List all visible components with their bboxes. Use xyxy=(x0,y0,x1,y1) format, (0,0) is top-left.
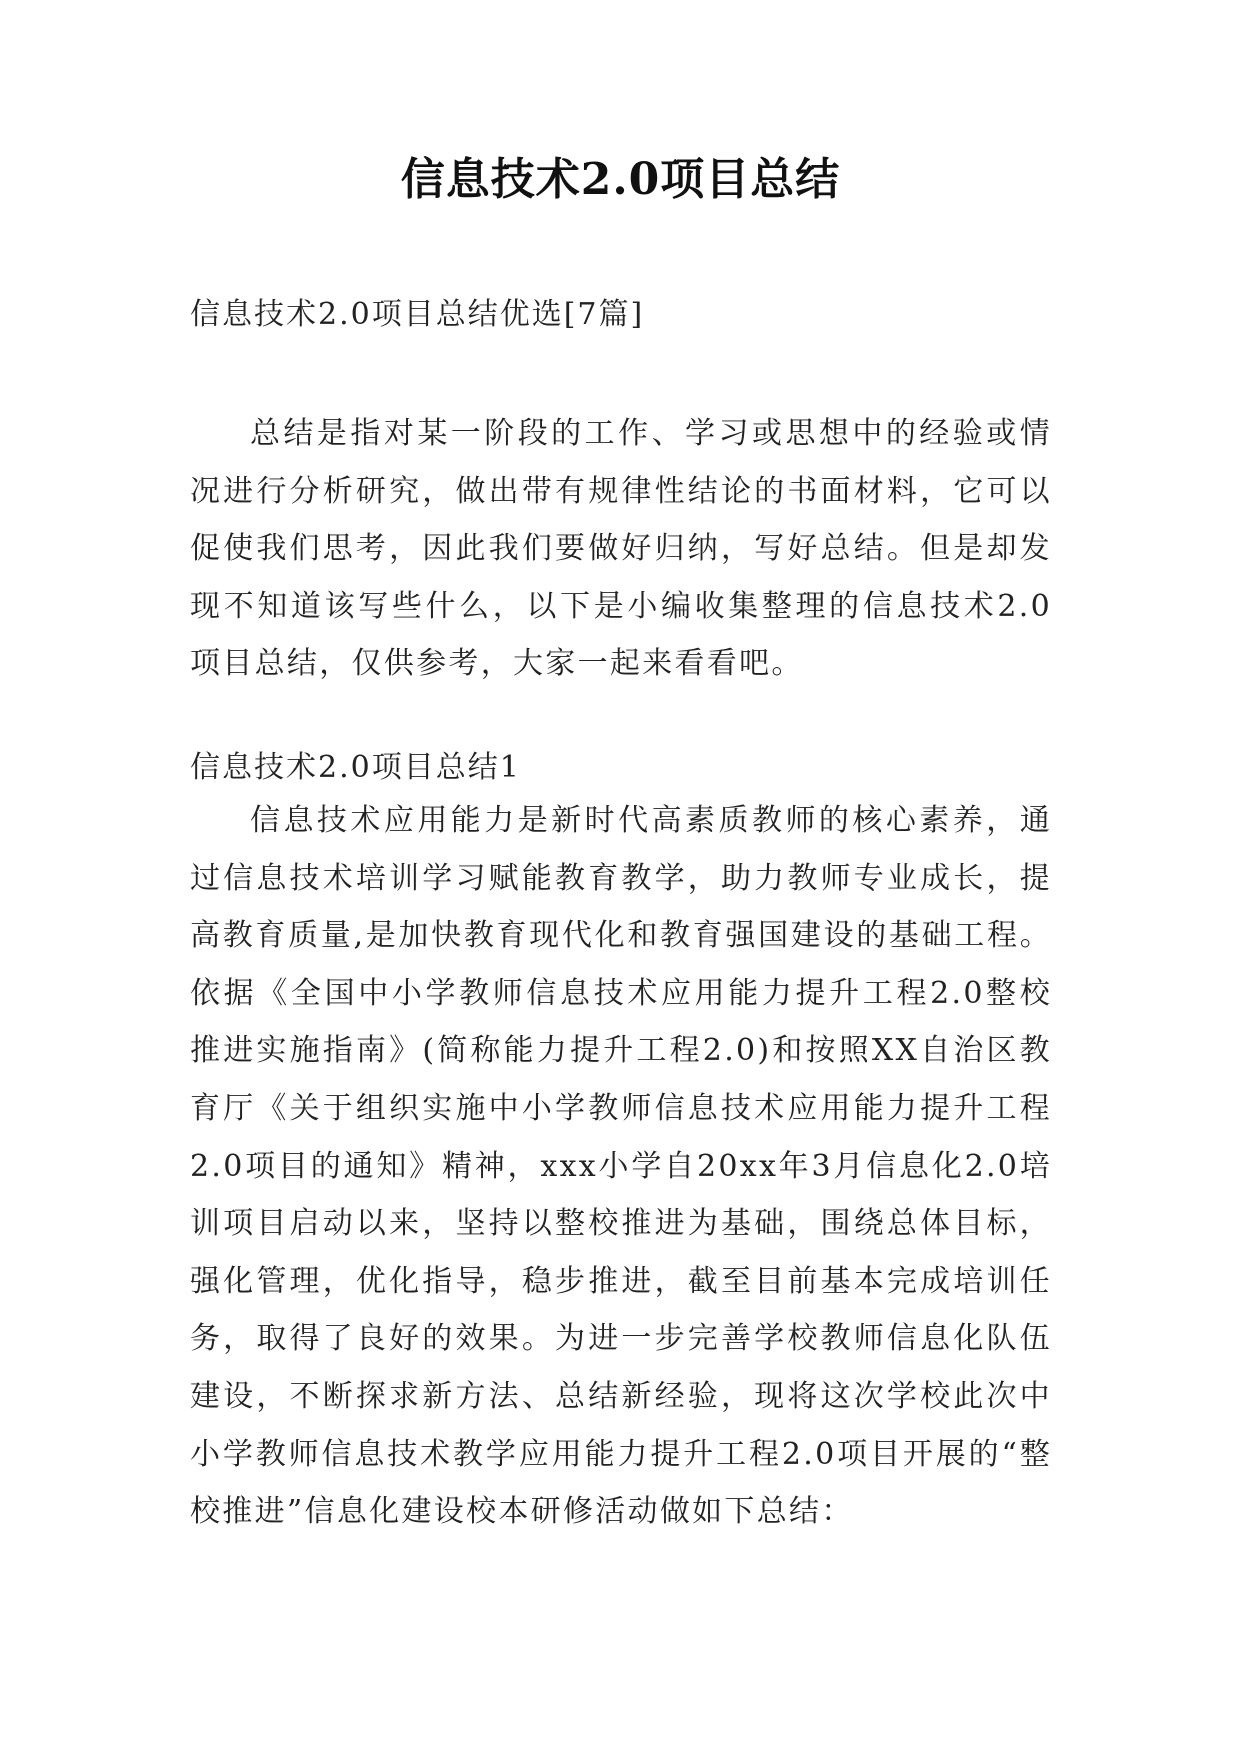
section-heading: 信息技术2.0项目总结1 xyxy=(190,750,521,785)
intro-paragraph: 总结是指对某一阶段的工作、学习或思想中的经验或情况进行分析研究，做出带有规律性结论的书面材料，它可以促使我们思考，因此我们要做好归纳，写好总结。但是却发现不知道该写些什么，以下是小编收集整理的信息技术2.0项目总结，仅供参考，大家一起来看看吧。 xyxy=(190,416,1052,682)
document-title: 信息技术2.0项目总结 xyxy=(400,154,841,205)
document-subtitle: 信息技术2.0项目总结优选[7篇] xyxy=(190,297,645,332)
section-body-paragraph: 信息技术应用能力是新时代高素质教师的核心素养，通过信息技术培训学习赋能教育教学，助力教师专业成长，提高教育质量,是加快教育现代化和教育强国建设的基础工程。依据《全国中小学教师信息技术应用能力提升工程2.0整校推进实施指南》(简称能力提升工程2.0)和按照XX自治区教育厅《关于组织实施中小学教师信息技术应用能力提升工程2.0项目的通知》精神，xxx小学自20xx年3月信息化2.0培训项目启动以来，坚持以整校推进为基础，围绕总体目标，强化管理，优化指导，稳步推进，截至目前基本完成培训任务，取得了良好的效果。为进一步完善学校教师信息化队伍建设，不断探求新方法、总结新经验，现将这次学校此次中小学教师信息技术教学应用能力提升工程2.0项目开展的“整校推进”信息化建设校本研修活动做如下总结： xyxy=(190,803,1052,1530)
